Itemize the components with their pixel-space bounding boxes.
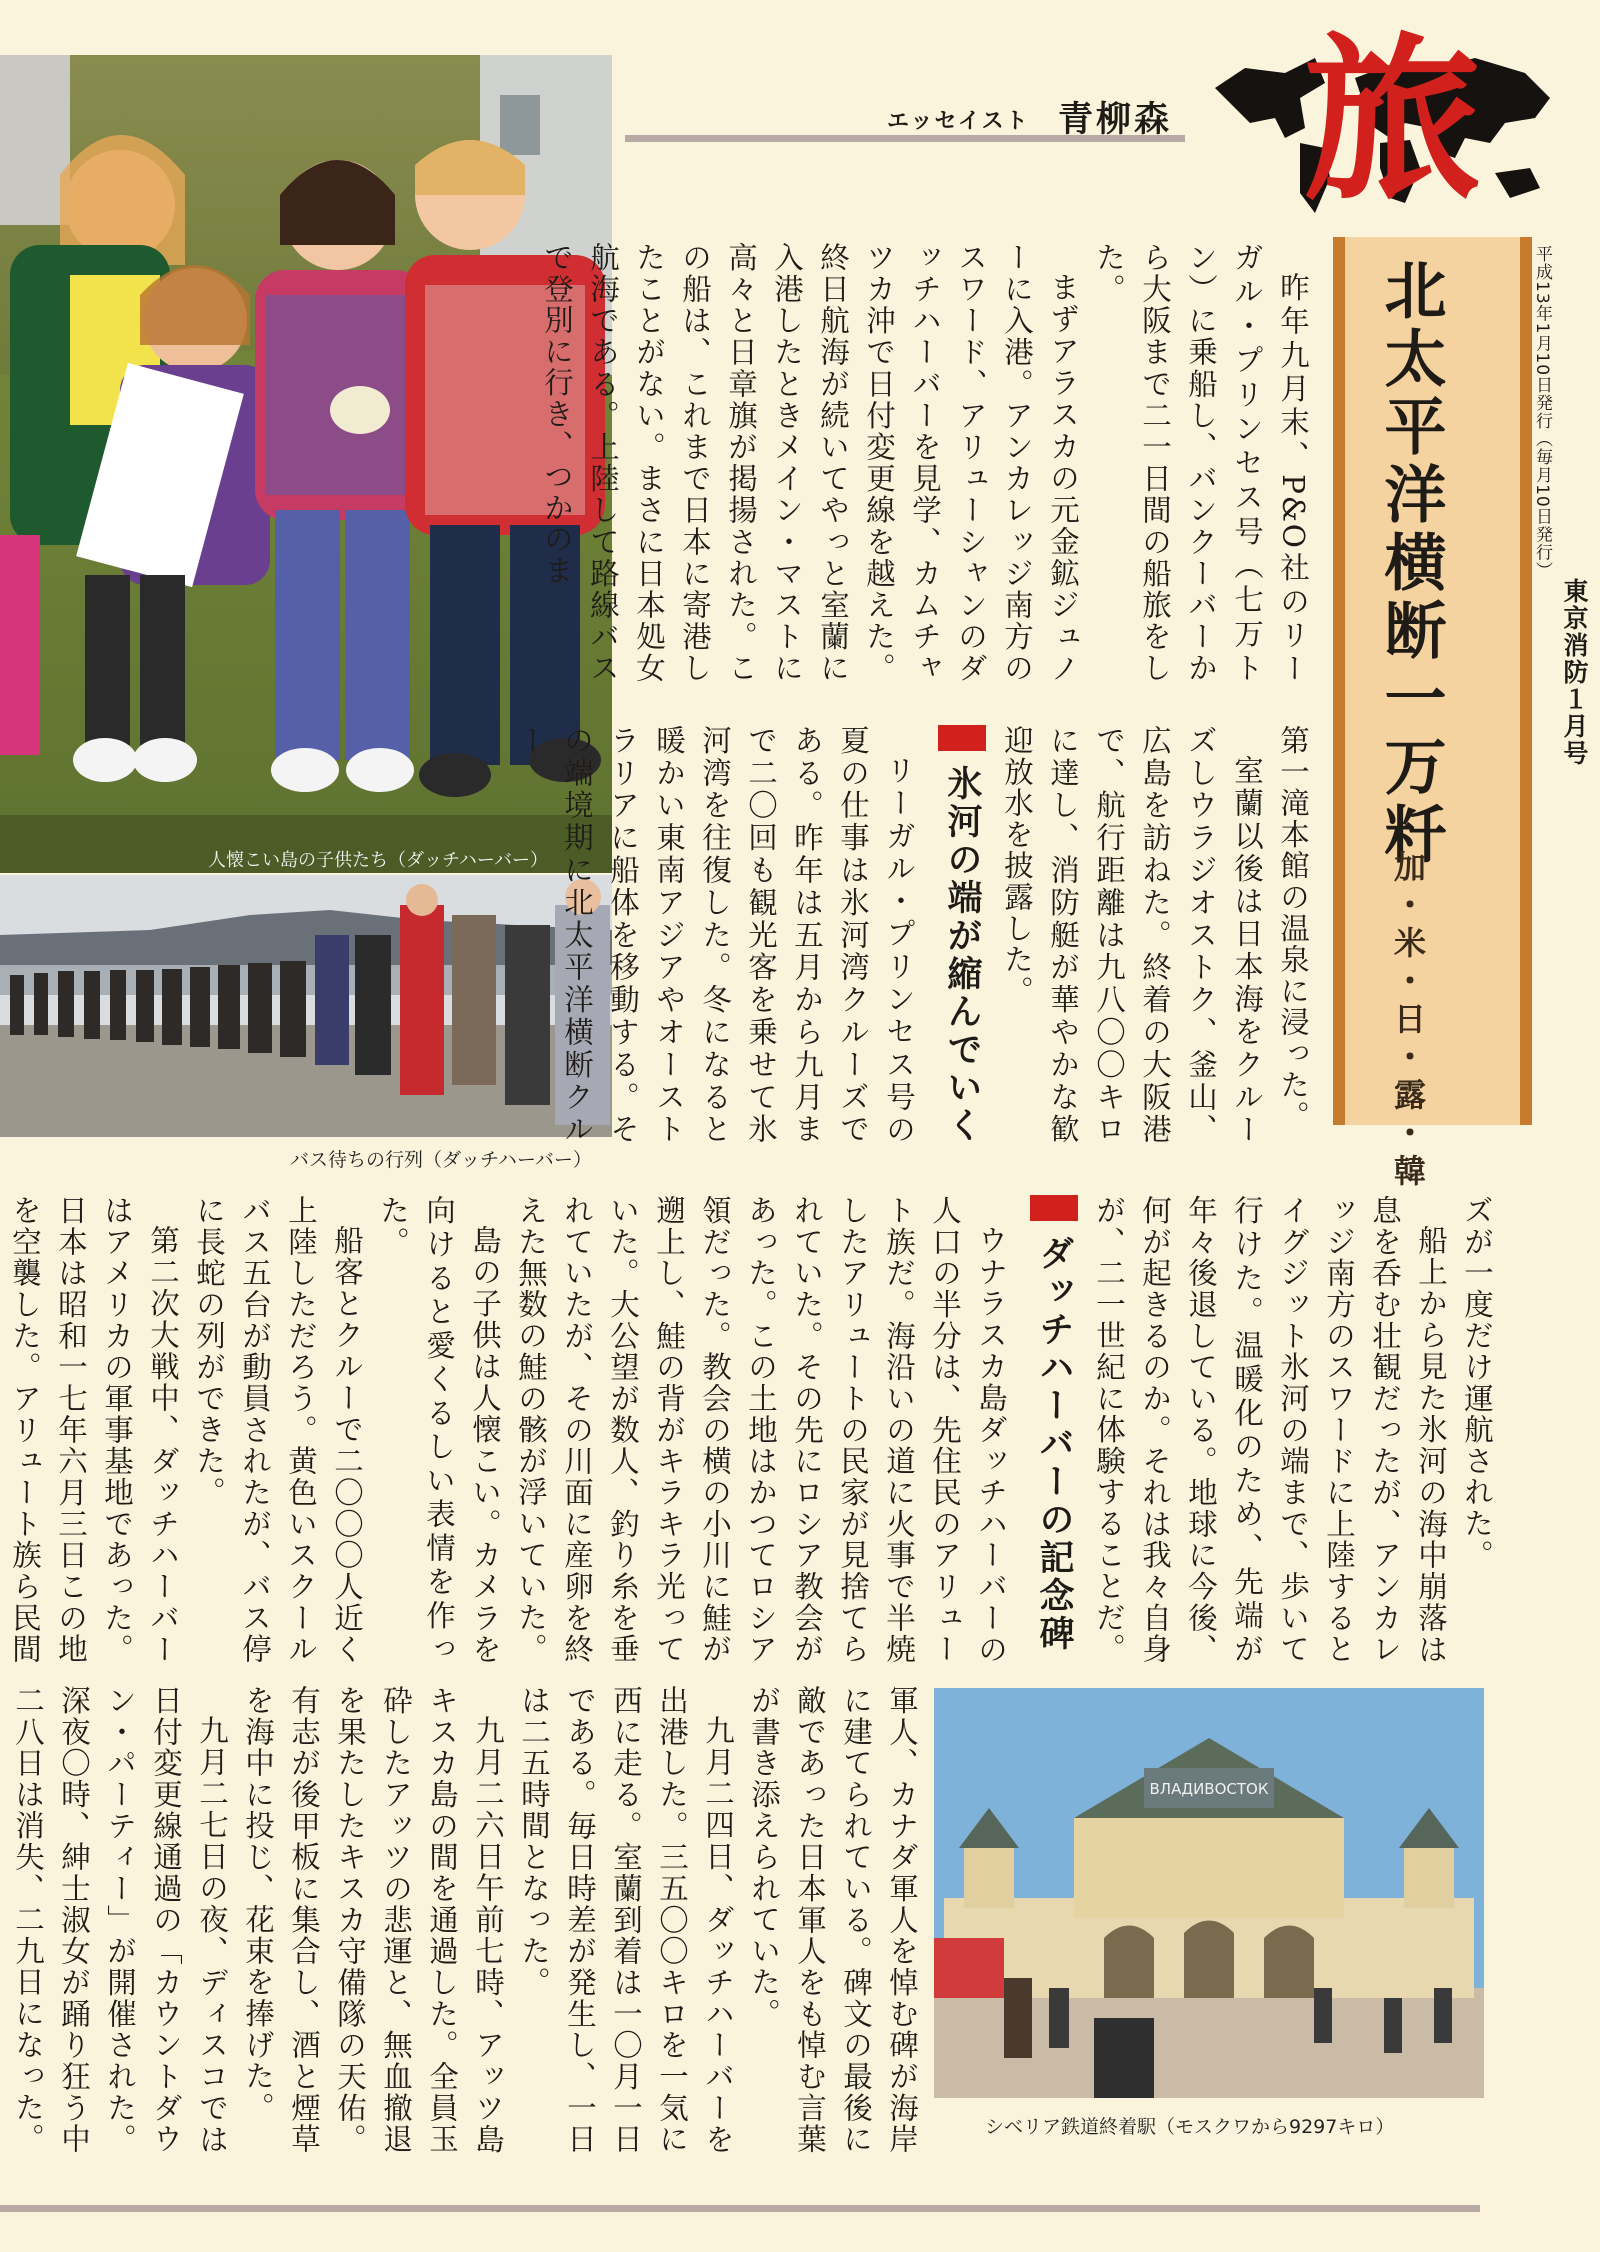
logo-character: 旅 (1303, 15, 1481, 224)
footer-rule (0, 2205, 1480, 2212)
station-sign: ВЛАДИВОСТОК (1149, 1780, 1269, 1798)
paragraph-6: ズが一度だけ運航された。 (1460, 1195, 1494, 1571)
heading-dutch-harbor-text: ダッチハーバーの記念碑 (1034, 1235, 1075, 1653)
article-subtitle: 加・米・日・露・韓 (1389, 850, 1427, 1192)
children-photo-caption: 人懐こい島の子供たち（ダッチハーバー） (208, 850, 549, 871)
station-photo (934, 1688, 1484, 2098)
article-intro-cont (514, 725, 1316, 1145)
author-role: エッセイスト (887, 109, 1030, 134)
author-name: 青柳森 (1058, 100, 1173, 140)
issue-date: 平成13年1月10日発行（毎月10日発行） (1532, 245, 1552, 580)
paragraph-14: 九月二六日午前七時、アッツ島キスカ島の間を通過した。全員玉砕したアッツの悲運と、無血撤退を果たしたキスカ守備隊の天佑。有志が後甲板に集合し、酒と煙草を海中に投じ、花束を捧げた。 (241, 1685, 505, 2155)
article-bottom (11, 1685, 925, 2155)
station-caption: シベリア鉄道終着駅（モスクワから9297キロ） (985, 2116, 1395, 2138)
heading-dutch-harbor (1030, 1195, 1078, 1665)
publication-name: 東京消防１月号 (1560, 578, 1589, 767)
paragraph-8: ウナラスカ島ダッチハーバーの人口の半分は、先住民のアリュート族だ。海沿いの道に火事で半焼したアリュートの民家が見捨てられていた。その先にロシア教会があった。この土地はかつてロシア領だった。教会の横の小川に鮭が遡上し、鮭の背がキラキラ光っていた。大公望が数人、釣り糸を垂れていたが、その川面に産卵を終えた無数の鮭の骸が浮いていた。 (514, 1195, 1008, 1665)
paragraph-13: 九月二四日、ダッチハーバーを出港した。三五〇〇キロを一気に西に走る。室蘭到着は一〇月一日である。毎日時差が発生し、一日は二五時間となった。 (517, 1685, 735, 2155)
article-title: 北太平洋横断一万粁 (1374, 258, 1447, 870)
travel-logo (1205, 15, 1560, 228)
paragraph-1: 昨年九月末、P&O社のリーガル・プリンセス号（七万トン）に乗船し、バンクーバーから大阪まで二一日間の船旅をした。 (1092, 242, 1310, 684)
bus-queue-caption: バス待ちの行列（ダッチハーバー） (290, 1149, 592, 1171)
paragraph-7: 船上から見た氷河の海中崩落は息を呑む壮観だったが、アンカレッジ南方のスワードに上陸するとイグジット氷河の端まで、歩いて行けた。温暖化のため、先端が年々後退している。地球に今後、何が起きるのか。それは我々自身が、二一世紀に体験することだ。 (1092, 1195, 1448, 1665)
paragraph-15: 九月二七日の夜、ディスコでは日付変更線通過の「カウントダウン・パーティー」が開催された。深夜〇時、紳士淑女が踊り狂う中二八日は消失、二九日になった。 (11, 1685, 229, 2155)
article-intro (540, 242, 1316, 684)
paragraph-5: リーガル・プリンセス号の夏の仕事は氷河湾クルーズである。昨年は五月から九月まで二〇回も観光客を乗せて氷河湾を往復した。冬になると暖かい東南アジアやオーストラリアに船体を移動する。その端境期に北太平洋横断クルー (514, 725, 916, 1145)
heading-glacier (938, 725, 986, 1145)
article-middle (8, 1195, 1500, 1665)
paragraph-12: 軍人、カナダ軍人を悼む碑が海岸に建てられている。碑文の最後に敵であった日本軍人をも悼む言葉が書き添えられていた。 (747, 1685, 919, 2155)
paragraph-9: 島の子供は人懐こい。カメラを向けると愛くるしい表情を作った。 (376, 1195, 502, 1665)
paragraph-11: 第二次大戦中、ダッチハーバーはアメリカの軍事基地であった。日本は昭和一七年六月三日この地を空襲した。アリュート族ら民間 (8, 1195, 180, 1665)
paragraph-3: 第一滝本館の温泉に浸った。 (1276, 725, 1310, 1132)
paragraph-10: 船客とクルーで二〇〇〇人近く上陸しただろう。黄色いスクールバス五台が動員されたが、バス停に長蛇の列ができた。 (192, 1195, 364, 1665)
heading-marker (1030, 1195, 1078, 1221)
heading-glacier-text: 氷河の端が縮んでいく (942, 765, 983, 1145)
heading-marker (938, 725, 986, 751)
paragraph-4: 室蘭以後は日本海をクルーズしウラジオストク、釜山、広島を訪ねた。終着の大阪港で、航行距離は九八〇〇キロに達し、消防艇が華やかな歓迎放水を披露した。 (1000, 725, 1264, 1145)
paragraph-2: まずアラスカの元金鉱ジュノーに入港。アンカレッジ南方のスワード、アリューシャンのダッチハーバーを見学、カムチャツカ沖で日付変更線を越えた。終日航海が続いてやっと室蘭に入港したときメイン・マストに高々と日章旗が掲揚された。この船は、これまで日本に寄港したことがない。まさに日本処女航海である。上陸して路線バスで登別に行き、つかのま (540, 242, 1080, 684)
